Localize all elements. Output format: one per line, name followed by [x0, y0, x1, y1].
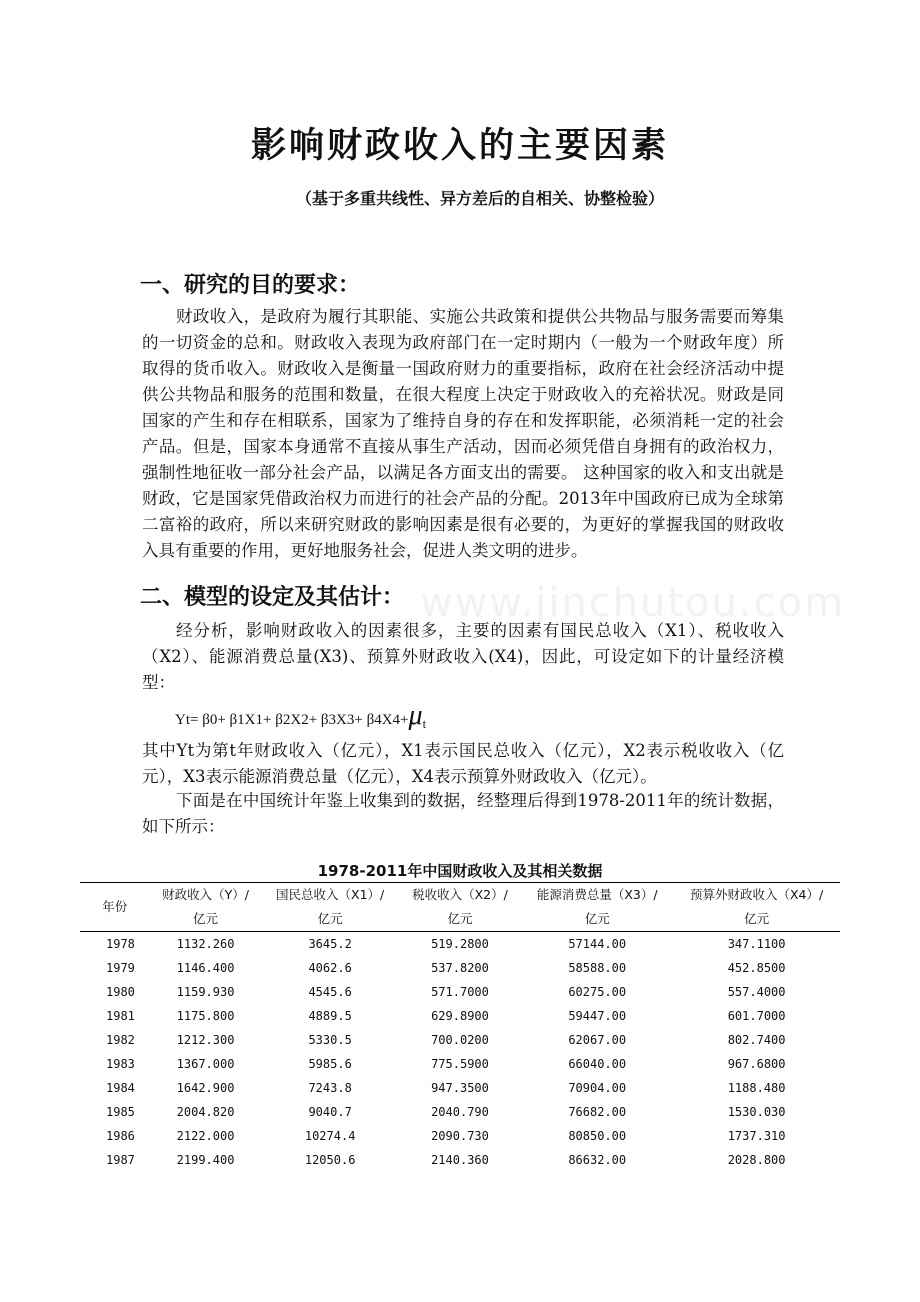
header-unit: 亿元	[262, 907, 399, 932]
header-revenue: 财政收入（Y）/	[150, 883, 262, 908]
cell-gni: 5330.5	[308, 1033, 352, 1047]
cell-gni: 4545.6	[308, 985, 352, 999]
table-row	[80, 1028, 840, 1052]
cell-extrabudget: 347.1100	[727, 937, 786, 951]
table-row	[80, 932, 840, 957]
cell-tax: 947.3500	[431, 1081, 489, 1095]
section-heading-model: 二、模型的设定及其估计：	[140, 584, 405, 610]
model-intro-paragraph: 经分析，影响财政收入的因素很多，主要的因素有国民总收入（X1）、税收收入（X2）、能源消费总量(X3)、预算外财政收入(X4)，因此，可设定如下的计量经济模型：	[142, 621, 784, 692]
table-row	[80, 1124, 840, 1148]
cell-extrabudget: 1737.310	[727, 1129, 786, 1143]
data-table	[80, 882, 840, 1172]
cell-tax: 571.7000	[431, 985, 489, 999]
formula-text: Yt= β0+ β1X1+ β2X2+ β3X3+ β4X4+	[175, 712, 409, 728]
cell-year: 1982	[106, 1033, 135, 1047]
page-title: 影响财政收入的主要因素	[250, 125, 669, 166]
cell-tax: 700.0200	[431, 1033, 489, 1047]
table-row	[80, 1052, 840, 1076]
watermark: www.jinchutou.com	[420, 580, 846, 626]
cell-gni: 3645.2	[308, 937, 352, 951]
formula-mu: μ	[408, 700, 423, 731]
cell-year: 1980	[106, 985, 135, 999]
cell-extrabudget: 452.8500	[727, 961, 786, 975]
cell-extrabudget: 1530.030	[727, 1105, 786, 1119]
cell-year: 1984	[106, 1081, 135, 1095]
formula-mu-subscript: t	[422, 717, 427, 731]
header-tax: 税收收入（X2）/	[399, 883, 521, 908]
cell-extrabudget: 1188.480	[727, 1081, 786, 1095]
cell-energy: 66040.00	[568, 1057, 627, 1071]
table-header-row	[80, 883, 840, 908]
cell-gni: 5985.6	[308, 1057, 352, 1071]
cell-extrabudget: 601.7000	[727, 1009, 786, 1023]
cell-revenue: 1367.000	[176, 1057, 235, 1071]
table-header-unit-row	[80, 907, 840, 932]
cell-revenue: 2122.000	[176, 1129, 235, 1143]
cell-year: 1987	[106, 1153, 135, 1167]
cell-tax: 537.8200	[431, 961, 489, 975]
purpose-paragraph: 财政收入，是政府为履行其职能、实施公共政策和提供公共物品与服务需要而筹集的一切资金的总和。财政收入表现为政府部门在一定时期内（一般为一个财政年度）所取得的货币收入。财政收入是衡量一国政府财力的重要指标，政府在社会经济活动中提供公共物品和服务的范围和数量，在很大程度上决定于财政收入的充裕状况。财政是同国家的产生和存在相联系，国家为了维持自身的存在和发挥职能，必须消耗一定的社会产品。但是，国家本身通常不直接从事生产活动，因而必须凭借自身拥有的政治权力，强制性地征收一部分社会产品，以满足各方面支出的需要。 这种国家的收入和支出就是财政，它是国家凭借政治权力而进行的社会产品的分配。2013年中国政府已成为全球第二富裕的政府，所以来研究财政的影响因素是很有必要的，为更好的掌握我国的财政收入具有重要的作用，更好地服务社会，促进人类文明的进步。	[142, 307, 784, 560]
cell-energy: 86632.00	[568, 1153, 627, 1167]
section-heading-purpose: 一、研究的目的要求：	[140, 272, 361, 298]
cell-tax: 2040.790	[431, 1105, 489, 1119]
variable-explanation: 其中Yt为第t年财政收入（亿元），X1表示国民总收入（亿元），X2表示税收收入（亿元），X3表示能源消费总量（亿元），X4表示预算外财政收入（亿元）。	[142, 741, 784, 786]
cell-revenue: 2004.820	[176, 1105, 235, 1119]
cell-year: 1986	[106, 1129, 135, 1143]
cell-gni: 4889.5	[308, 1009, 352, 1023]
cell-tax: 629.8900	[431, 1009, 489, 1023]
table-row	[80, 1004, 840, 1028]
cell-tax: 775.5900	[431, 1057, 489, 1071]
header-unit: 亿元	[521, 907, 673, 932]
table-title: 1978-2011年中国财政收入及其相关数据	[317, 862, 603, 880]
header-year: 年份	[80, 883, 150, 932]
cell-year: 1981	[106, 1009, 135, 1023]
cell-energy: 76682.00	[568, 1105, 627, 1119]
cell-extrabudget: 2028.800	[727, 1153, 786, 1167]
cell-energy: 58588.00	[568, 961, 627, 975]
cell-extrabudget: 967.6800	[727, 1057, 786, 1071]
cell-tax: 2140.360	[431, 1153, 489, 1167]
cell-year: 1985	[106, 1105, 135, 1119]
header-extrabudget: 预算外财政收入（X4）/	[673, 883, 840, 908]
cell-revenue: 1159.930	[176, 985, 235, 999]
model-formula	[175, 700, 426, 732]
cell-revenue: 1212.300	[176, 1033, 235, 1047]
table-row	[80, 1148, 840, 1172]
cell-revenue: 1132.260	[176, 937, 235, 951]
header-unit: 亿元	[399, 907, 521, 932]
cell-gni: 10274.4	[304, 1129, 356, 1143]
header-gni: 国民总收入（X1）/	[262, 883, 399, 908]
cell-revenue: 2199.400	[176, 1153, 235, 1167]
table-row	[80, 956, 840, 980]
table-row	[80, 980, 840, 1004]
cell-energy: 80850.00	[568, 1129, 627, 1143]
cell-revenue: 1175.800	[176, 1009, 235, 1023]
cell-energy: 62067.00	[568, 1033, 627, 1047]
header-energy: 能源消费总量（X3）/	[521, 883, 673, 908]
cell-revenue: 1642.900	[176, 1081, 235, 1095]
cell-year: 1979	[106, 961, 135, 975]
cell-gni: 12050.6	[304, 1153, 356, 1167]
data-source-paragraph: 下面是在中国统计年鉴上收集到的数据，经整理后得到1978-2011年的统计数据，如下所示：	[142, 791, 784, 836]
page-subtitle: （基于多重共线性、异方差后的自相关、协整检验）	[295, 189, 664, 208]
header-unit: 亿元	[150, 907, 262, 932]
cell-year: 1978	[106, 937, 135, 951]
cell-gni: 9040.7	[308, 1105, 352, 1119]
table-row	[80, 1076, 840, 1100]
cell-tax: 519.2800	[431, 937, 489, 951]
cell-energy: 59447.00	[568, 1009, 627, 1023]
cell-extrabudget: 557.4000	[727, 985, 786, 999]
cell-revenue: 1146.400	[176, 961, 235, 975]
cell-gni: 4062.6	[308, 961, 352, 975]
cell-energy: 70904.00	[568, 1081, 627, 1095]
cell-extrabudget: 802.7400	[727, 1033, 786, 1047]
cell-gni: 7243.8	[308, 1081, 352, 1095]
header-unit: 亿元	[673, 907, 840, 932]
cell-year: 1983	[106, 1057, 135, 1071]
cell-energy: 60275.00	[568, 985, 627, 999]
cell-tax: 2090.730	[431, 1129, 489, 1143]
table-row	[80, 1100, 840, 1124]
cell-energy: 57144.00	[568, 937, 627, 951]
